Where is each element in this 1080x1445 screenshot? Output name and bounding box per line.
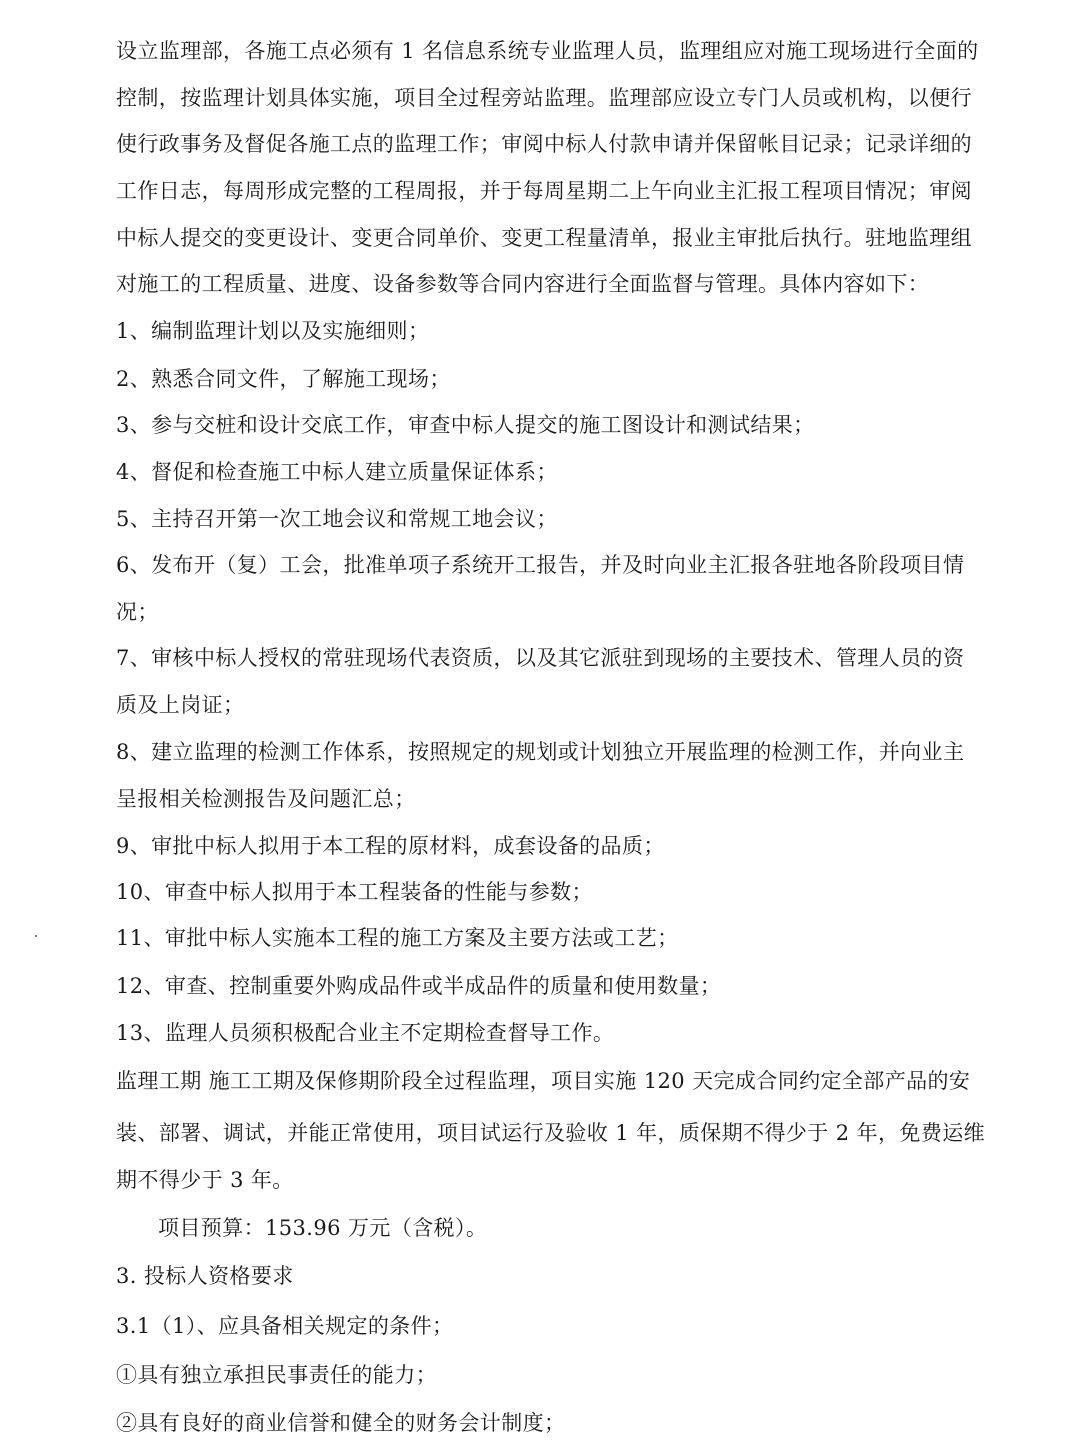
list-item: 1、编制监理计划以及实施细则； <box>116 319 430 343</box>
list-item: 7、审核中标人授权的常驻现场代表资质，以及其它派驻到现场的主要技术、管理人员的资 <box>116 646 965 670</box>
list-item: 11、审批中标人实施本工程的施工方案及主要方法或工艺； <box>116 926 679 950</box>
list-item: 4、督促和检查施工中标人建立质量保证体系； <box>116 460 558 484</box>
list-item: 9、审批中标人拟用于本工程的原材料，成套设备的品质； <box>116 834 665 858</box>
list-item: 8、建立监理的检测工作体系，按照规定的规划或计划独立开展监理的检测工作，并向业主 <box>116 740 965 764</box>
list-item-continuation: 况； <box>116 600 159 624</box>
paragraph-line: 中标人提交的变更设计、变更合同单价、变更工程量清单，报业主审批后执行。驻地监理组 <box>116 226 972 250</box>
paragraph-line: 期不得少于 3 年。 <box>116 1168 294 1192</box>
section-heading: 3. 投标人资格要求 <box>116 1264 294 1288</box>
scan-speck <box>35 935 37 937</box>
subsection-heading: 3.1（1）、应具备相关规定的条件； <box>116 1314 454 1338</box>
paragraph-line: 工作日志，每周形成完整的工程周报，并于每周星期二上午向业主汇报工程项目情况；审阅 <box>116 179 972 203</box>
paragraph-line: 控制，按监理计划具体实施，项目全过程旁站监理。监理部应设立专门人员或机构，以便行 <box>116 86 972 110</box>
list-item: 13、监理人员须积极配合业主不定期检查督导工作。 <box>116 1021 615 1045</box>
paragraph-line: 使行政事务及督促各施工点的监理工作；审阅中标人付款申请并保留帐目记录；记录详细的 <box>116 132 972 156</box>
list-item: 3、参与交桩和设计交底工作，审查中标人提交的施工图设计和测试结果； <box>116 413 815 437</box>
list-item: 6、发布开（复）工会，批准单项子系统开工报告，并及时向业主汇报各驻地各阶段项目情 <box>116 553 965 577</box>
list-item: 12、审查、控制重要外购成品件或半成品件的质量和使用数量； <box>116 974 722 998</box>
list-item-continuation: 质及上岗证； <box>116 693 245 717</box>
budget-line: 项目预算：153.96 万元（含税）。 <box>158 1216 488 1240</box>
list-item-continuation: 呈报相关检测报告及问题汇总； <box>116 787 416 811</box>
list-item: 5、主持召开第一次工地会议和常规工地会议； <box>116 507 558 531</box>
paragraph-line: 监理工期 施工工期及保修期阶段全过程监理，项目实施 120 天完成合同约定全部产品的安 <box>116 1069 971 1093</box>
paragraph-line: 对施工的工程质量、进度、设备参数等合同内容进行全面监督与管理。具体内容如下： <box>116 272 930 296</box>
list-item: 2、熟悉合同文件，了解施工现场； <box>116 367 451 391</box>
requirement-item: ①具有独立承担民事责任的能力； <box>116 1363 437 1387</box>
paragraph-line: 设立监理部，各施工点必须有 1 名信息系统专业监理人员，监理组应对施工现场进行全面的 <box>116 39 979 63</box>
list-item: 10、审查中标人拟用于本工程装备的性能与参数； <box>116 880 593 904</box>
paragraph-line: 装、部署、调试，并能正常使用，项目试运行及验收 1 年，质保期不得少于 2 年，免费运维 <box>116 1121 986 1145</box>
requirement-item: ②具有良好的商业信誉和健全的财务会计制度； <box>116 1411 566 1435</box>
